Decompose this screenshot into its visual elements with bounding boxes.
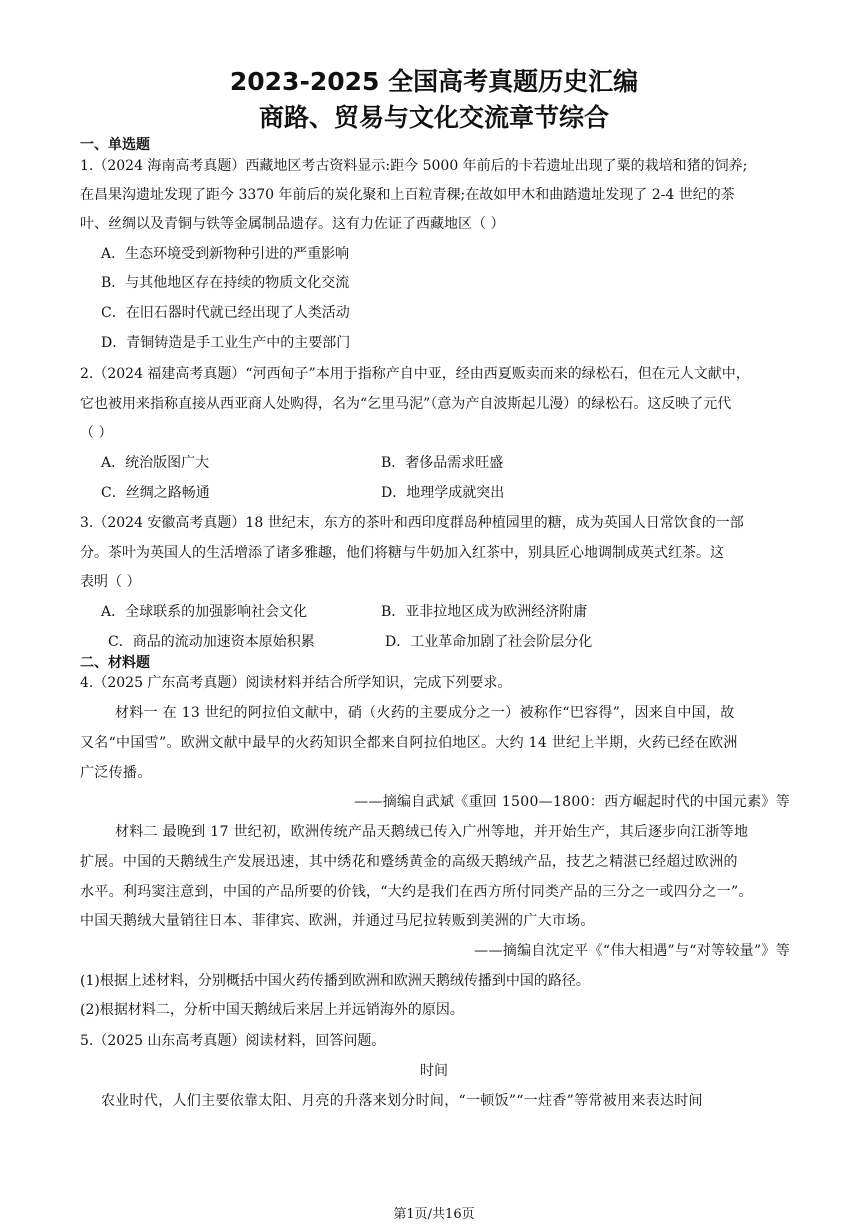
q4-material2-line: 扩展。中国的天鹅绒生产发展迅速，其中绣花和蹙绣黄金的高级天鹅绒产品，技艺之精湛已经超过欧洲的 [80, 854, 738, 870]
q4-task-1: (1)根据上述材料，分别概括中国火药传播到欧洲和欧洲天鹅绒传播到中国的路径。 [80, 973, 590, 989]
q4-task-2: (2)根据材料二，分析中国天鹅绒后来居上并远销海外的原因。 [80, 1002, 464, 1018]
q3-option-a: A．全球联系的加强影响社会文化 [101, 604, 308, 620]
q1-option-c: C．在旧石器时代就已经出现了人类活动 [101, 305, 350, 321]
q2-text-line: （ ） [80, 425, 113, 441]
q5-intro: 5.（2025 山东高考真题）阅读材料，回答问题。 [80, 1033, 386, 1049]
q4-intro: 4.（2025 广东高考真题）阅读材料并结合所学知识，完成下列要求。 [80, 675, 512, 691]
q3-option-d: D．工业革命加剧了社会阶层分化 [385, 634, 593, 650]
q5-heading: 时间 [420, 1063, 448, 1079]
q4-source1: ——摘编自武斌《重回 1500—1800：西方崛起时代的中国元素》等 [354, 794, 790, 810]
q2-option-b: B．奢侈品需求旺盛 [381, 455, 504, 471]
q4-material1-line: 又名“中国雪”。欧洲文献中最早的火药知识全都来自阿拉伯地区。大约 14 世纪上半期，火药已经在欧洲 [80, 735, 738, 751]
q4-material2-line: 水平。利玛窦注意到，中国的产品所要的价钱，“大约是我们在西方所付同类产品的三分之一或四分之一”。 [80, 884, 753, 900]
q2-option-d: D．地理学成就突出 [381, 485, 505, 501]
title-line-1: 2023-2025 全国高考真题历史汇编 [229, 67, 639, 96]
q4-material2-line: 中国天鹅绒大量销往日本、菲律宾、欧洲，并通过马尼拉转贩到美洲的广大市场。 [80, 913, 595, 929]
q2-option-a: A．统治版图广大 [101, 455, 210, 471]
section-heading-material: 二、材料题 [80, 655, 150, 671]
q4-material2-line: 材料二 最晚到 17 世纪初，欧洲传统产品天鹅绒已传入广州等地，并开始生产，其后逐步向江浙等地 [115, 824, 749, 840]
section-heading-single-choice: 一、单选题 [80, 137, 150, 153]
q4-source2: ——摘编自沈定平《“伟大相遇”与“对等较量”》等 [474, 943, 790, 959]
q1-option-a: A．生态环境受到新物种引进的严重影响 [101, 246, 350, 262]
q1-text-line: 1.（2024 海南高考真题）西藏地区考古资料显示:距今 5000 年前后的卡若遗址出现了粟的栽培和猪的饲养; [80, 158, 748, 174]
q1-option-d: D．青铜铸造是手工业生产中的主要部门 [101, 335, 351, 351]
title-line-2: 商路、贸易与文化交流章节综合 [258, 103, 609, 132]
q3-text-line: 3.（2024 安徽高考真题）18 世纪末，东方的茶叶和西印度群岛种植园里的糖，成为英国人日常饮食的一部 [80, 515, 744, 531]
q1-text-line: 叶、丝绸以及青铜与铁等金属制品遗存。这有力佐证了西藏地区（ ） [80, 216, 505, 232]
q3-option-b: B．亚非拉地区成为欧洲经济附庸 [381, 604, 588, 620]
q2-text-line: 2.（2024 福建高考真题）“河西甸子”本用于指称产自中亚，经由西夏贩卖而来的绿松石，但在元人文献中， [80, 366, 750, 382]
q2-option-c: C．丝绸之路畅通 [101, 485, 210, 501]
q3-text-line: 分。茶叶为英国人的生活增添了诸多雅趣，他们将糖与牛奶加入红茶中，别具匠心地调制成英式红茶。这 [80, 545, 724, 561]
q5-body-line: 农业时代，人们主要依靠太阳、月亮的升落来划分时间，“一顿饭”“一炷香”等常被用来表达时间 [101, 1093, 703, 1109]
q4-material1-line: 材料一 在 13 世纪的阿拉伯文献中，硝（火药的主要成分之一）被称作“巴容得”，因来自中国，故 [115, 705, 735, 721]
q4-material1-line: 广泛传播。 [80, 765, 152, 781]
page-number: 第1页/共16页 [393, 1207, 475, 1222]
q3-text-line: 表明（ ） [80, 574, 141, 590]
q2-text-line: 它也被用来指称直接从西亚商人处购得，名为“乞里马泥”（意为产自波斯起儿漫）的绿松石。这反映了元代 [80, 396, 732, 412]
q3-option-c: C．商品的流动加速资本原始积累 [108, 634, 315, 650]
q1-text-line: 在昌果沟遗址发现了距今 3370 年前后的炭化聚和上百粒青稞;在故如甲木和曲踏遗址发现了 2-4 世纪的茶 [80, 187, 735, 203]
q1-option-b: B．与其他地区存在持续的物质文化交流 [101, 275, 350, 291]
